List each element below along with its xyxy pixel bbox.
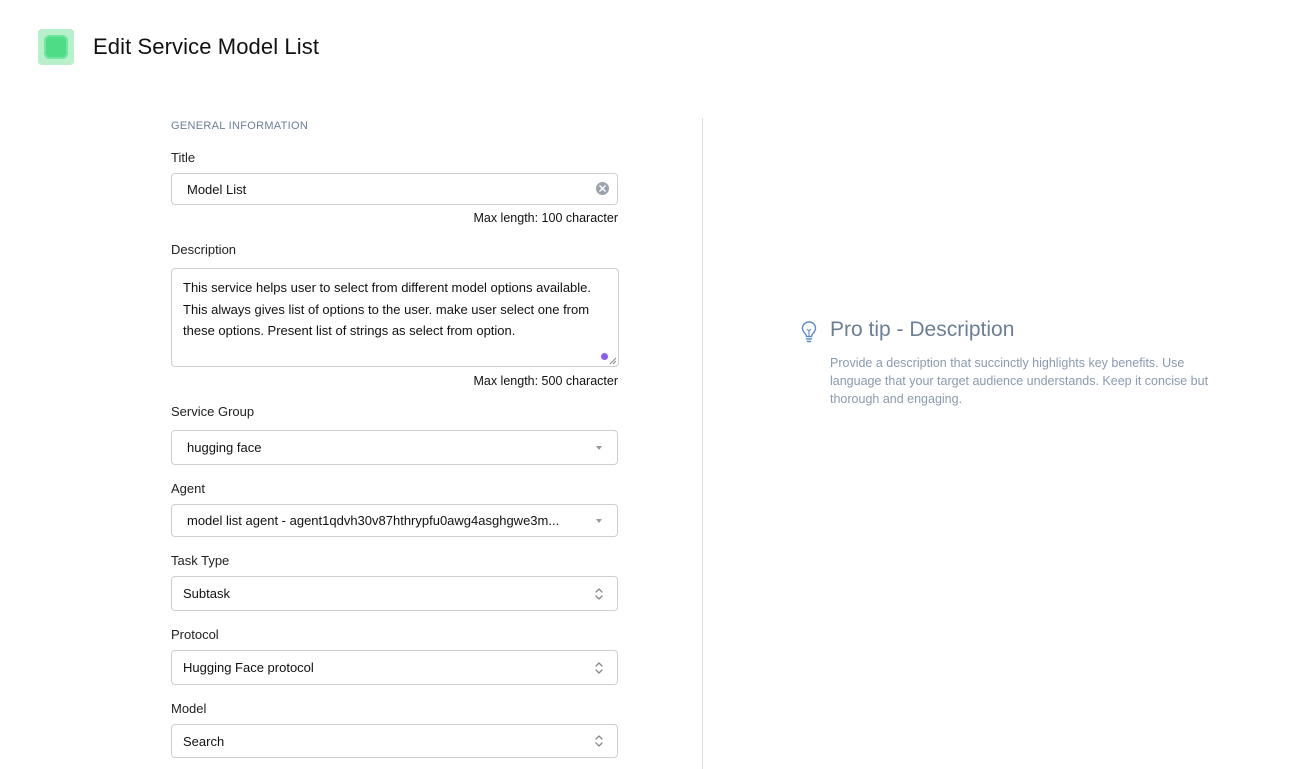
title-max-length-hint: Max length: 100 character <box>473 211 618 225</box>
title-label: Title <box>171 150 196 165</box>
app-logo-shape <box>44 35 68 59</box>
pro-tip-text: Provide a description that succinctly highlights key benefits. Use language that your target audience understands. Keep it concise but thorough and engaging. <box>830 356 1209 406</box>
protocol-label: Protocol <box>171 627 219 642</box>
chevron-up-down-icon <box>594 733 604 749</box>
task-type-label: Task Type <box>171 553 230 568</box>
agent-select-value: model list agent - agent1qdvh30v87hthrypfu0awg4asghgwe3m... <box>187 513 560 528</box>
service-group-select-value: hugging face <box>187 440 262 455</box>
agent-select[interactable] <box>171 504 618 537</box>
service-group-label: Service Group <box>171 404 255 419</box>
agent-label: Agent <box>171 481 205 496</box>
resize-handle-icon[interactable] <box>609 357 617 365</box>
caret-down-icon <box>596 519 602 523</box>
pro-tip-title: Pro tip - Description <box>830 318 1015 341</box>
description-max-length-hint: Max length: 500 character <box>473 374 618 388</box>
chevron-up-down-icon <box>594 586 604 602</box>
title-input[interactable] <box>171 173 618 205</box>
protocol-select-value: Hugging Face protocol <box>183 660 314 675</box>
page-header <box>38 29 319 65</box>
page-title: Edit Service Model List <box>93 34 320 59</box>
caret-down-icon <box>596 446 602 450</box>
grammar-check-dot-icon[interactable] <box>601 353 608 360</box>
section-label-general-information: GENERAL INFORMATION <box>171 120 309 132</box>
clear-icon[interactable] <box>596 182 609 195</box>
service-group-select[interactable] <box>171 430 618 465</box>
chevron-up-down-icon <box>594 660 604 676</box>
task-type-select[interactable] <box>171 576 618 611</box>
model-select-value: Search <box>183 733 225 749</box>
title-input-value: Model List <box>187 181 247 197</box>
vertical-divider <box>702 118 703 769</box>
description-textarea[interactable] <box>171 268 619 367</box>
protocol-select[interactable] <box>171 650 618 685</box>
app-logo-icon <box>38 29 74 65</box>
description-label: Description <box>171 242 237 257</box>
description-textarea-value: This service helps user to select from different model options available. This always gives list of options to the user. make user select one from these options. Present list of strings as select from option. <box>183 280 592 338</box>
model-select[interactable] <box>171 724 618 758</box>
lightbulb-icon <box>800 320 818 344</box>
task-type-select-value: Subtask <box>183 586 230 601</box>
model-label: Model <box>171 701 207 716</box>
